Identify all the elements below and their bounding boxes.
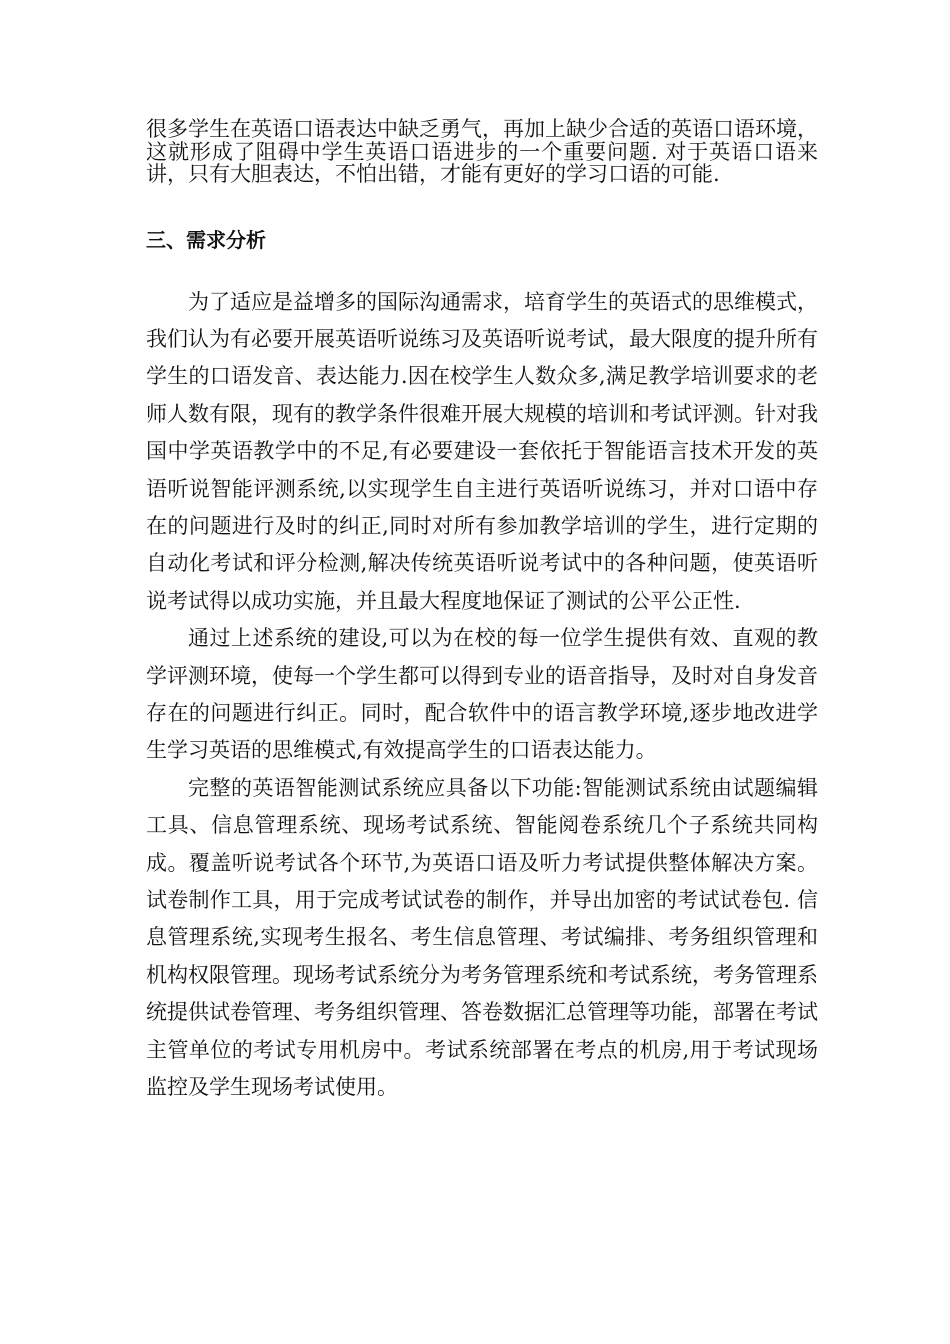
document-page [146,118,818,1106]
intro-paragraph: 很多学生在英语口语表达中缺乏勇气，再加上缺少合适的英语口语环境，这就形成了阻碍中学生英语口语进步的一个重要问题. 对于英语口语来讲，只有大胆表达，不怕出错，才能有更好的学习口语的可能. [146,117,818,186]
section-heading: 三、需求分析 [146,227,266,252]
body-paragraph-2: 通过上述系统的建设,可以为在校的每一位学生提供有效、直观的教学评测环境，使每一个学生都可以得到专业的语音指导，及时对自身发音存在的问题进行纠正。同时，配合软件中的语言教学环境,逐步地改进学生学习英语的思维模式,有效提高学生的口语表达能力。 [146,626,818,763]
body-paragraph-3: 完整的英语智能测试系统应具备以下功能:智能测试系统由试题编辑工具、信息管理系统、现场考试系统、智能阅卷系统几个子系统共同构成。覆盖听说考试各个环节,为英语口语及听力考试提供整体解决方案。试卷制作工具，用于完成考试试卷的制作，并导出加密的考试试卷包. 信息管理系统,实现考生报名、考生信息管理、考试编排、考务组织管理和机构权限管理。现场考试系统分为考务管理系统和考试系统，考务管理系统提供试卷管理、考务组织管理、答卷数据汇总管理等功能，部署在考试主管单位的考试专用机房中。考试系统部署在考点的机房,用于考试现场监控及学生现场考试使用。 [146,775,818,1100]
body-paragraph-1: 为了适应是益增多的国际沟通需求，培育学生的英语式的思维模式，我们认为有必要开展英语听说练习及英语听说考试，最大限度的提升所有学生的口语发音、表达能力.因在校学生人数众多,满足教学培训要求的老师人数有限，现有的教学条件很难开展大规模的培训和考试评测。针对我国中学英语教学中的不足,有必要建设一套依托于智能语言技术开发的英语听说智能评测系统,以实现学生自主进行英语听说练习，并对口语中存在的问题进行及时的纠正,同时对所有参加教学培训的学生，进行定期的自动化考试和评分检测,解决传统英语听说考试中的各种问题，使英语听说考试得以成功实施，并且最大程度地保证了测试的公平公正性. [146,289,818,613]
